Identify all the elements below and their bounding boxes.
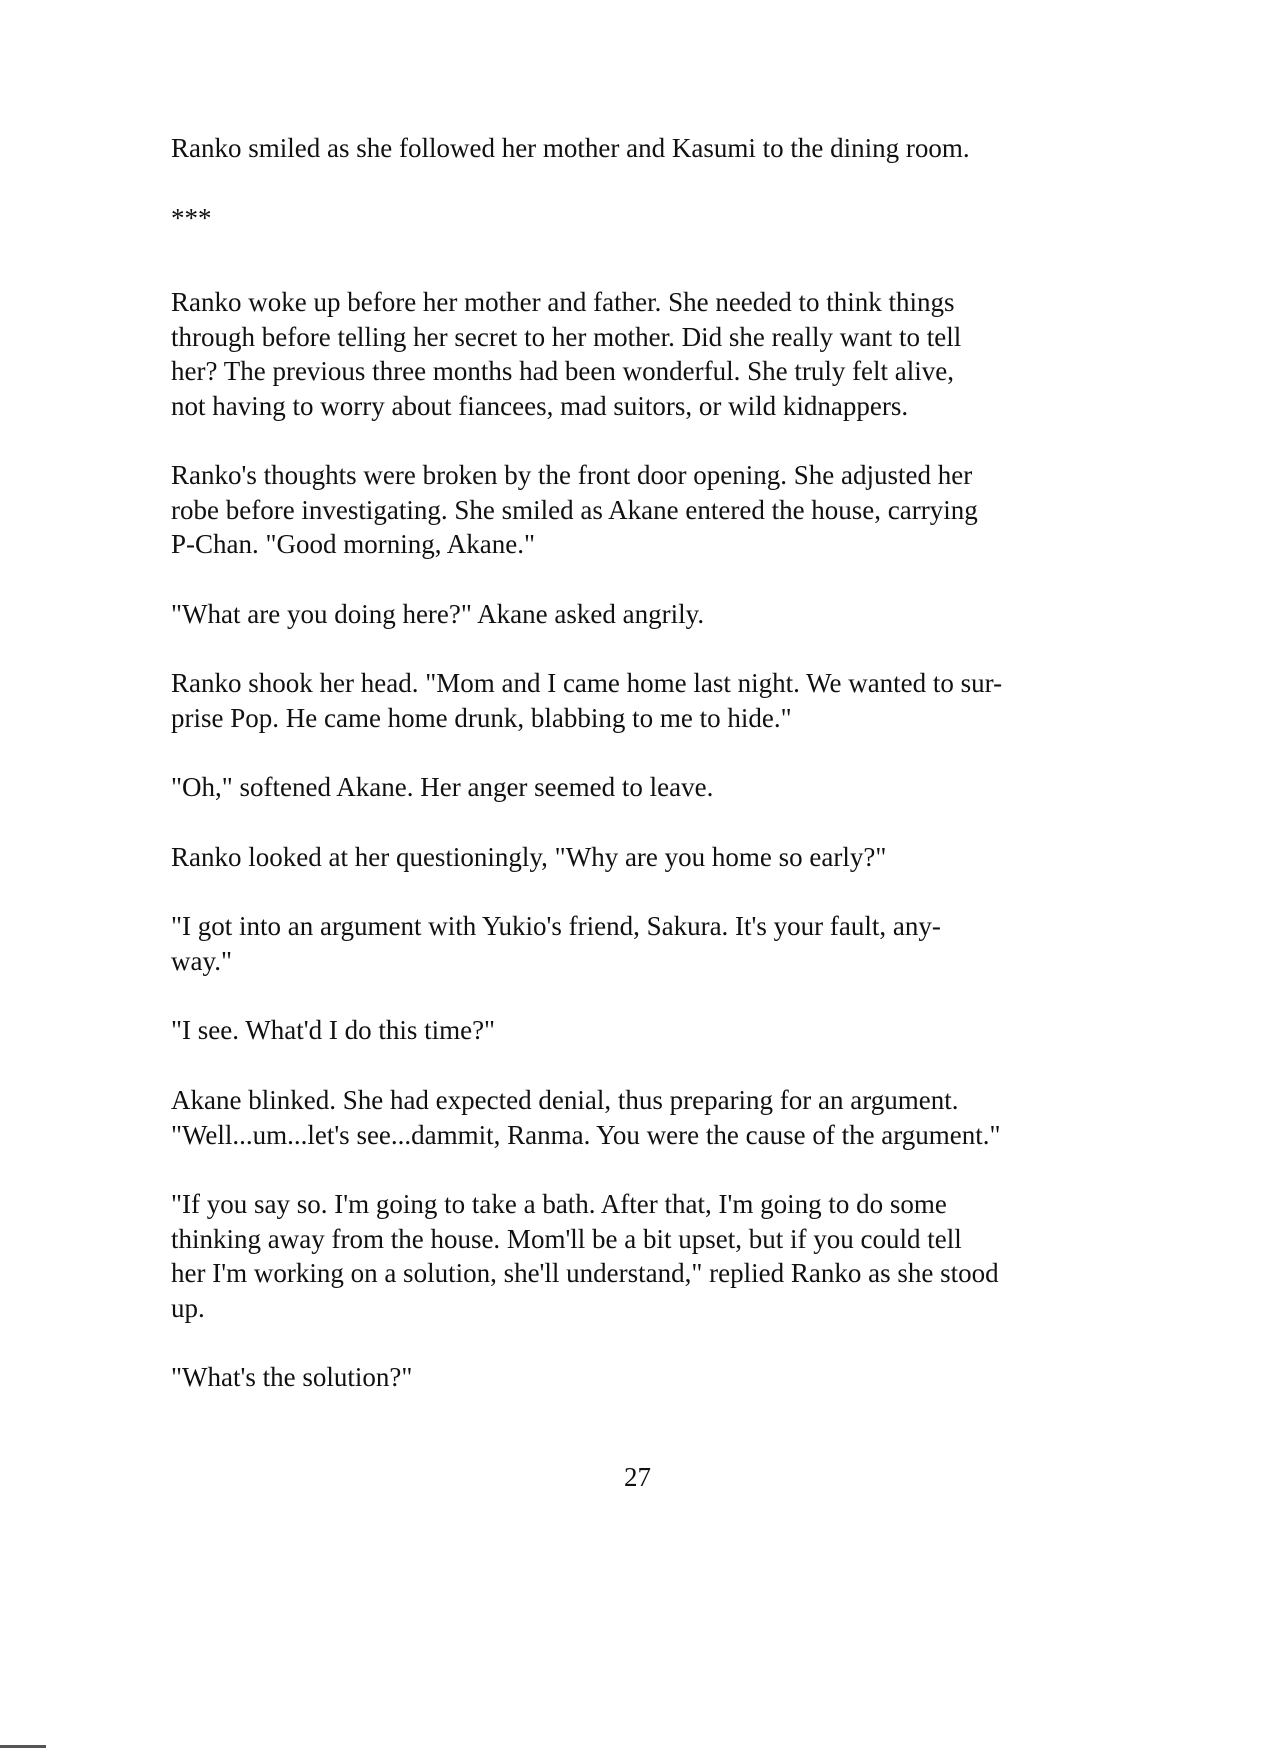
paragraph-5 bbox=[171, 597, 1071, 632]
paragraph-1 bbox=[171, 131, 1071, 166]
text-line: "What are you doing here?" Akane asked angrily. bbox=[171, 599, 705, 629]
paragraph-12 bbox=[171, 1187, 1071, 1325]
text-line: "What's the solution?" bbox=[171, 1362, 413, 1392]
text-line: "I got into an argument with Yukio's friend, Sakura. It's your fault, any- bbox=[171, 911, 941, 941]
text-line: "If you say so. I'm going to take a bath. After that, I'm going to do some bbox=[171, 1189, 947, 1219]
paragraph-13 bbox=[171, 1360, 1071, 1395]
text-line: Akane blinked. She had expected denial, thus preparing for an argument. bbox=[171, 1085, 959, 1115]
text-line: Ranko's thoughts were broken by the front door opening. She adjusted her bbox=[171, 460, 973, 490]
text-line: up. bbox=[171, 1292, 205, 1323]
text-line: "Oh," softened Akane. Her anger seemed to leave. bbox=[171, 772, 714, 802]
text-line: way." bbox=[171, 945, 233, 976]
text-line: Ranko woke up before her mother and father. She needed to think things bbox=[171, 287, 955, 317]
paragraph-7 bbox=[171, 770, 1071, 805]
text-line: prise Pop. He came home drunk, blabbing to me to hide." bbox=[171, 702, 792, 733]
paragraph-9 bbox=[171, 909, 1071, 978]
text-line: "I see. What'd I do this time?" bbox=[171, 1015, 496, 1045]
paragraph-8 bbox=[171, 840, 1071, 875]
text-line: *** bbox=[171, 203, 212, 233]
paragraph-3 bbox=[171, 285, 1071, 423]
text-line: not having to worry about fiancees, mad suitors, or wild kidnappers. bbox=[171, 390, 909, 421]
scan-edge-mark bbox=[0, 1745, 46, 1748]
text-line: robe before investigating. She smiled as Akane entered the house, carrying bbox=[171, 494, 978, 525]
text-line: through before telling her secret to her mother. Did she really want to tell bbox=[171, 321, 962, 352]
paragraph-11 bbox=[171, 1083, 1071, 1152]
paragraph-4 bbox=[171, 458, 1071, 562]
text-line: her? The previous three months had been wonderful. She truly felt alive, bbox=[171, 356, 955, 386]
paragraph-6 bbox=[171, 666, 1071, 735]
text-line: Ranko looked at her questioningly, "Why are you home so early?" bbox=[171, 842, 887, 872]
paragraph-10 bbox=[171, 1013, 1071, 1048]
text-line: Ranko shook her head. "Mom and I came home last night. We wanted to sur- bbox=[171, 668, 1003, 698]
page-number: 27 bbox=[624, 1462, 651, 1492]
scene-break bbox=[171, 201, 1071, 236]
text-line: P-Chan. "Good morning, Akane." bbox=[171, 529, 536, 559]
text-line: "Well...um...let's see...dammit, Ranma. You were the cause of the argument." bbox=[171, 1119, 1001, 1150]
text-line: Ranko smiled as she followed her mother and Kasumi to the dining room. bbox=[171, 133, 970, 163]
text-line: her I'm working on a solution, she'll understand," replied Ranko as she stood bbox=[171, 1258, 999, 1288]
text-line: thinking away from the house. Mom'll be a bit upset, but if you could tell bbox=[171, 1223, 962, 1254]
